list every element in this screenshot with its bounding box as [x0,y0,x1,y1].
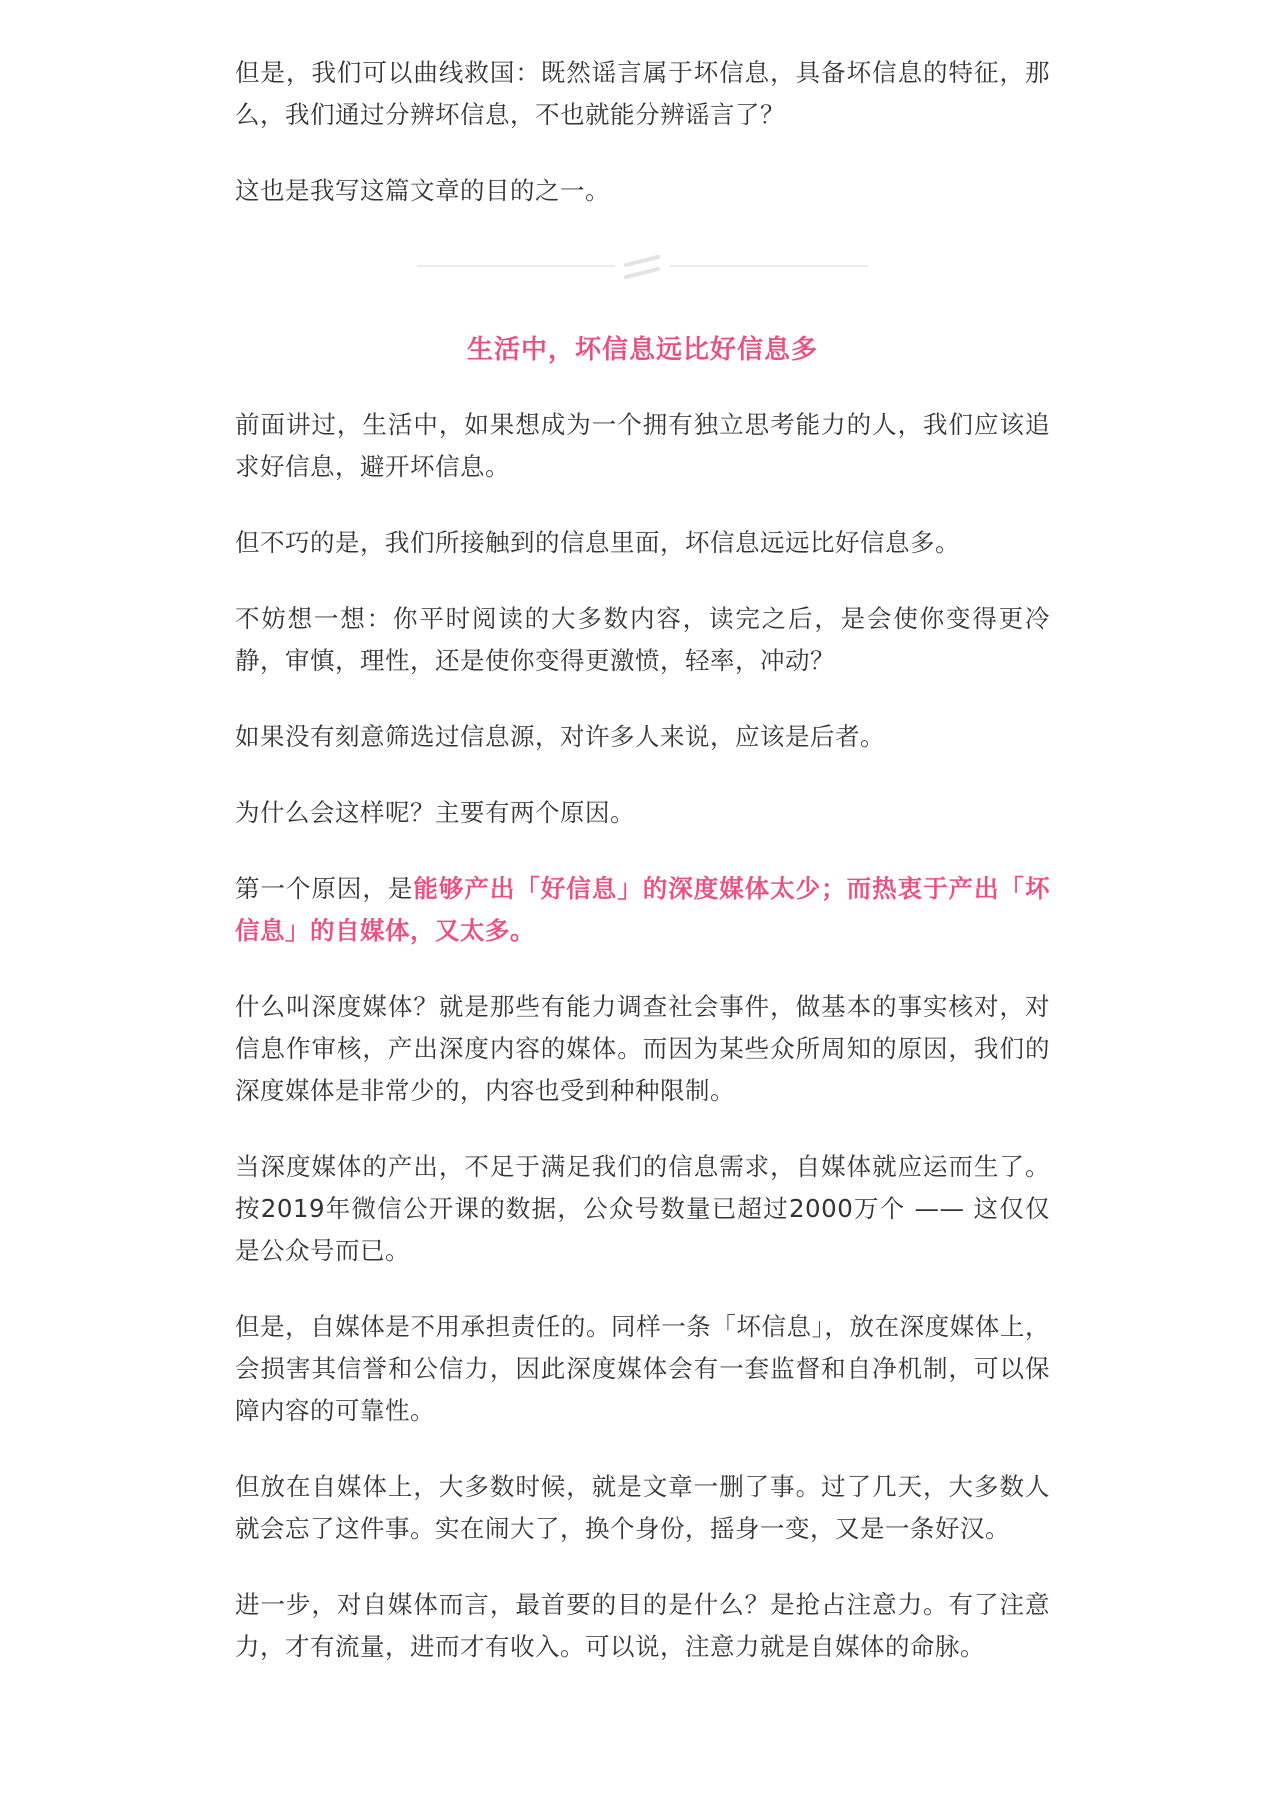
paragraph-5: 为什么会这样呢？主要有两个原因。 [235,798,635,827]
paragraph-11: 进一步，对自媒体而言，最首要的目的是什么？是抢占注意力。有了注意力，才有流量，进而才有收入。可以说，注意力就是自媒体的命脉。 [235,1590,1050,1661]
double-slash-divider-icon [622,252,662,282]
paragraph-7: 什么叫深度媒体？就是那些有能力调查社会事件，做基本的事实核对，对信息作审核，产出深度内容的媒体。而因为某些众所周知的原因，我们的深度媒体是非常少的，内容也受到种种限制。 [235,992,1050,1105]
paragraph-curve-saving: 但是，我们可以曲线救国：既然谣言属于坏信息，具备坏信息的特征，那么，我们通过分辨坏信息，不也就能分辨谣言了？ [235,58,1050,129]
divider-line-right [670,265,868,267]
paragraph-3: 不妨想一想：你平时阅读的大多数内容，读完之后，是会使你变得更冷静，审慎，理性，还是使你变得更激愤，轻率，冲动？ [235,604,1050,675]
section-heading: 生活中，坏信息远比好信息多 [466,335,818,365]
paragraph-purpose: 这也是我写这篇文章的目的之一。 [235,176,610,205]
paragraph-8: 当深度媒体的产出，不足于满足我们的信息需求，自媒体就应运而生了。按2019年微信公开课的数据，公众号数量已超过2000万个 —— 这仅仅是公众号而已。 [235,1152,1050,1265]
paragraph-6-highlight: 能够产出「好信息」的深度媒体太少；而热衷于产出「坏信息」的自媒体，又太多。 [235,874,1051,945]
paragraph-6 [235,868,1050,952]
divider-line-left [417,265,615,267]
paragraph-4: 如果没有刻意筛选过信息源，对许多人来说，应该是后者。 [235,722,885,751]
article-body [235,52,1050,1702]
paragraph-9: 但是，自媒体是不用承担责任的。同样一条「坏信息」，放在深度媒体上，会损害其信誉和公信力，因此深度媒体会有一套监督和自净机制，可以保障内容的可靠性。 [235,1312,1050,1425]
paragraph-1: 前面讲过，生活中，如果想成为一个拥有独立思考能力的人，我们应该追求好信息，避开坏信息。 [235,410,1050,481]
section-divider [235,246,1050,286]
paragraph-6-lead: 第一个原因，是 [235,874,414,903]
paragraph-10: 但放在自媒体上，大多数时候，就是文章一删了事。过了几天，大多数人就会忘了这件事。实在闹大了，换个身份，摇身一变，又是一条好汉。 [235,1472,1050,1543]
paragraph-2: 但不巧的是，我们所接触到的信息里面，坏信息远远比好信息多。 [235,528,960,557]
